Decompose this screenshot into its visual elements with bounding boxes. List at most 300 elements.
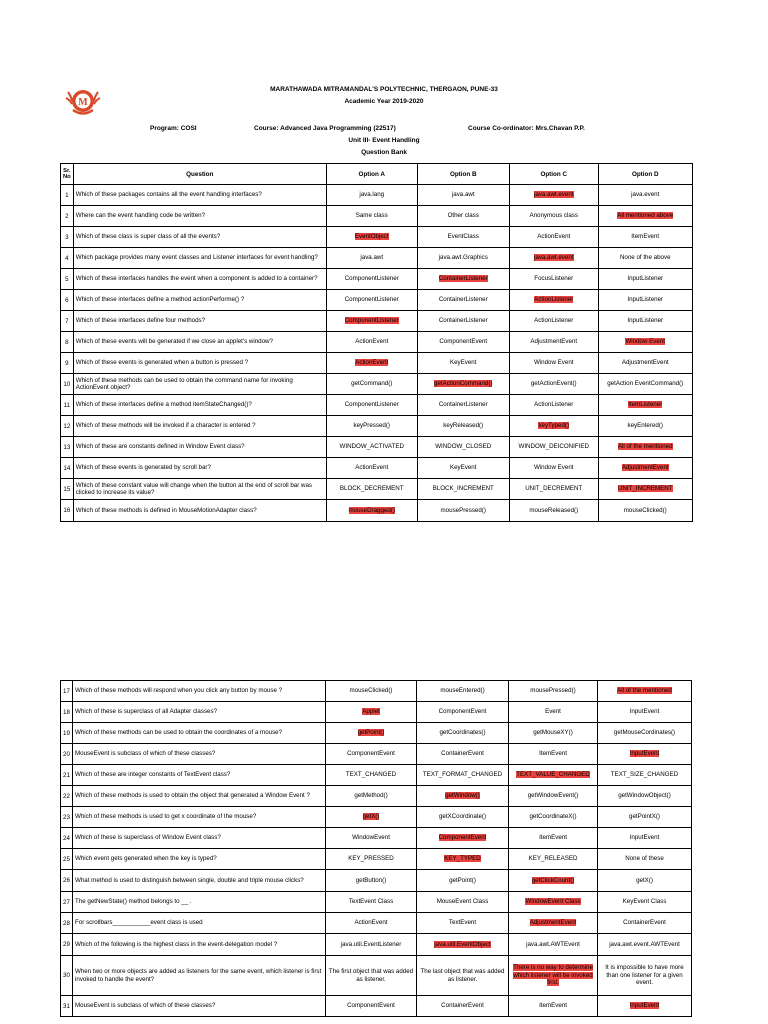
question-text: Which of these constant value will change when the button at the end of scroll bar was clicked to increase its value?: [75, 481, 313, 496]
option-c: Window Event: [533, 464, 574, 472]
question-number: 27: [63, 898, 70, 906]
col-header-question: Question: [73, 164, 326, 185]
question-number-cell: [61, 290, 74, 311]
question-number: 18: [63, 708, 70, 716]
question-number: 19: [63, 729, 70, 737]
question-text-cell: [73, 913, 326, 934]
col-header-option-d: Option D: [598, 164, 692, 185]
option-b-cell: [417, 374, 509, 395]
question-number-cell: [61, 828, 73, 849]
question-text: Which event gets generated when the key is typed?: [75, 855, 217, 863]
option-a-cell: [326, 786, 417, 807]
question-text-cell: [73, 786, 326, 807]
option-b-cell: [417, 479, 509, 500]
option-d-correct-answer: ItemListener: [628, 401, 663, 409]
option-a: ComponentListener: [344, 401, 399, 409]
question-text: Which of these is superclass of all Adapter classes?: [75, 708, 218, 716]
option-d-cell: [598, 437, 692, 458]
question-row: [61, 996, 692, 1017]
program-label: Program: COSI: [150, 125, 197, 132]
option-d: InputEvent: [629, 834, 660, 842]
option-a: Same class: [355, 212, 388, 220]
question-number: 7: [65, 317, 69, 325]
option-a-cell: [326, 269, 417, 290]
option-a: ComponentEvent: [347, 1002, 395, 1010]
question-text-cell: [73, 437, 326, 458]
question-table-page1: [60, 163, 693, 522]
option-b-cell: [417, 395, 509, 416]
option-a-cell: [326, 290, 417, 311]
question-number-cell: [61, 702, 73, 723]
option-c-cell: [509, 374, 598, 395]
option-a-cell: [326, 828, 417, 849]
option-d: java.awt.event.AWTEvent: [609, 940, 680, 948]
question-text: Which of these interfaces define a method actionPerforme() ?: [75, 296, 245, 304]
option-c: ActionListener: [534, 401, 574, 409]
option-c-cell: [509, 786, 598, 807]
question-text-cell: [73, 807, 326, 828]
option-a: TEXT_CHANGED: [345, 771, 397, 779]
option-c: ActionEvent: [537, 233, 571, 241]
option-d-correct-answer: AdjustmentEvent: [621, 464, 669, 472]
option-a: java.util.EventListener: [340, 940, 402, 948]
option-a: WindowEvent: [352, 834, 390, 842]
col-header-option-c: Option C: [509, 164, 598, 185]
option-d-cell: [598, 702, 692, 723]
option-a: The first object that was added as listener.: [328, 968, 414, 983]
option-c-cell: [509, 248, 598, 269]
option-b-cell: [417, 786, 509, 807]
question-number: 3: [65, 233, 69, 241]
option-b-cell: [417, 723, 509, 744]
question-number: 2: [65, 212, 69, 220]
option-c-cell: [509, 702, 598, 723]
question-text: Which of these events is generated when a button is pressed ?: [75, 359, 249, 367]
option-c: Anonymous class: [529, 212, 578, 220]
question-number: 9: [65, 359, 69, 367]
question-text-cell: [73, 185, 326, 206]
option-a: getCommand(): [351, 380, 393, 388]
option-b: java.awt: [451, 191, 475, 199]
option-c-cell: [509, 870, 598, 892]
academic-year: Academic Year 2019-2020: [344, 98, 424, 105]
option-b: The last object that was added as listener.: [420, 968, 505, 983]
option-b-cell: [417, 934, 509, 956]
question-text: Which of these methods is used to get x coordinate of the mouse?: [75, 813, 257, 821]
option-a-cell: [326, 892, 417, 913]
option-c: ItemEvent: [539, 834, 567, 842]
option-b-correct-answer: java.util.EventObject: [434, 940, 491, 948]
option-a: ComponentListener: [344, 296, 399, 304]
option-b-cell: [417, 828, 509, 849]
option-b: ContainerListener: [438, 296, 488, 304]
option-d-cell: [598, 500, 692, 522]
question-row: [61, 934, 692, 956]
question-number-cell: [61, 248, 74, 269]
option-b-cell: [417, 458, 509, 479]
option-b: EventClass: [447, 233, 479, 241]
option-a-cell: [326, 458, 417, 479]
option-b: KeyEvent: [449, 464, 477, 472]
option-d-cell: [598, 913, 692, 934]
option-b-cell: [417, 681, 509, 702]
question-number-cell: [61, 479, 74, 500]
option-c-cell: [509, 479, 598, 500]
option-d-correct-answer: InputEvent: [629, 750, 660, 758]
option-a-correct-answer: ActionEvent: [355, 359, 389, 367]
question-row: [61, 913, 692, 934]
option-b: BLOCK_INCREMENT: [432, 485, 494, 493]
option-b: ContainerListener: [438, 317, 488, 325]
option-c-cell: [509, 956, 598, 996]
question-number: 22: [63, 792, 70, 800]
question-row: [61, 311, 693, 332]
option-b-cell: [417, 913, 509, 934]
question-row: [61, 227, 693, 248]
col-header-option-a: Option A: [326, 164, 417, 185]
option-b-cell: [417, 956, 509, 996]
option-b: getXCoordinate(): [438, 813, 487, 821]
question-number: 29: [63, 941, 70, 948]
option-b: TEXT_FORMAT_CHANGED: [422, 771, 503, 779]
option-d-cell: [598, 479, 692, 500]
question-text-cell: [73, 828, 326, 849]
option-c: getWindowEvent(): [527, 792, 579, 800]
question-number: 5: [65, 275, 69, 283]
question-text: Which of these methods is used to obtain the object that generated a Window Event ?: [75, 792, 310, 800]
option-d-cell: [598, 744, 692, 765]
question-number-cell: [61, 500, 74, 522]
option-a-cell: [326, 744, 417, 765]
question-number-cell: [61, 996, 73, 1017]
option-c: ItemEvent: [539, 1002, 567, 1010]
option-d-cell: [598, 353, 692, 374]
question-number: 14: [63, 464, 71, 472]
question-text-cell: [73, 311, 326, 332]
option-a-correct-answer: EventObject: [354, 233, 389, 241]
question-row: [61, 395, 693, 416]
question-text: The getNewState() method belongs to __ .: [75, 898, 192, 906]
option-b-cell: [417, 744, 509, 765]
option-a-cell: [326, 956, 417, 996]
question-number-cell: [61, 723, 73, 744]
option-b-cell: [417, 416, 509, 437]
option-a-cell: [326, 311, 417, 332]
question-text-cell: [73, 206, 326, 227]
option-d-correct-answer: InputEvent: [629, 1002, 660, 1010]
option-a: ActionEvent: [355, 338, 389, 346]
option-b-cell: [417, 892, 509, 913]
option-c-correct-answer: getClickCount(): [531, 876, 575, 884]
option-c-cell: [509, 332, 598, 353]
option-d-cell: [598, 311, 692, 332]
option-c: Window Event: [533, 359, 574, 367]
question-row: [61, 500, 693, 522]
option-a: WINDOW_ACTIVATED: [339, 443, 404, 451]
option-b: mouseEntered(): [440, 687, 485, 695]
option-c: WINDOW_DEICONIFIED: [518, 443, 589, 451]
question-row: [61, 807, 692, 828]
option-d: getPointX(): [629, 813, 660, 821]
option-a-cell: [326, 395, 417, 416]
question-row: [61, 248, 693, 269]
question-text-cell: [73, 956, 326, 996]
option-d: KeyEvent Class: [622, 898, 667, 906]
option-d-cell: [598, 849, 692, 870]
option-b-cell: [417, 702, 509, 723]
option-a-correct-answer: getX(): [362, 813, 380, 821]
option-d-cell: [598, 681, 692, 702]
option-a-cell: [326, 934, 417, 956]
option-a-cell: [326, 206, 417, 227]
question-number: 16: [63, 507, 71, 514]
question-number-cell: [61, 681, 73, 702]
option-b-cell: [417, 849, 509, 870]
question-row: [61, 765, 692, 786]
question-text: Which of these methods will respond when you click any button by mouse ?: [75, 687, 283, 695]
question-text-cell: [73, 248, 326, 269]
option-b: Other class: [447, 212, 479, 220]
option-a-correct-answer: getPoint(): [357, 729, 385, 737]
question-number-cell: [61, 353, 74, 374]
option-c-cell: [509, 458, 598, 479]
option-d-cell: [598, 870, 692, 892]
question-number: 11: [63, 401, 71, 409]
question-text-cell: [73, 332, 326, 353]
question-row: [61, 681, 692, 702]
question-row: [61, 269, 693, 290]
question-text-cell: [73, 744, 326, 765]
question-text: Which of these interfaces define four methods?: [75, 317, 206, 325]
question-text-cell: [73, 353, 326, 374]
option-b: MouseEvent Class: [436, 898, 489, 906]
option-b-cell: [417, 332, 509, 353]
option-b-cell: [417, 206, 509, 227]
option-a: KEY_PRESSED: [348, 855, 394, 863]
question-row: [61, 870, 692, 892]
option-d-correct-answer: All of the mentioned: [617, 687, 672, 695]
option-a: java.lang: [359, 191, 385, 199]
option-d: getX(): [636, 876, 653, 884]
question-text-cell: [73, 723, 326, 744]
option-d-cell: [598, 248, 692, 269]
option-d-cell: [598, 723, 692, 744]
question-number: 10: [63, 380, 71, 388]
question-text: For scrollbars___________event class is used: [75, 919, 203, 927]
question-row: [61, 892, 692, 913]
question-text: Which of these packages contains all the event handling interfaces?: [75, 191, 262, 199]
question-text-cell: [73, 290, 326, 311]
question-text-cell: [73, 681, 326, 702]
option-b: ComponentEvent: [439, 338, 488, 346]
option-a: mouseClicked(): [349, 687, 393, 695]
question-row: [61, 828, 692, 849]
question-row: [61, 956, 692, 996]
option-b-correct-answer: getWindow(): [445, 792, 480, 800]
question-row: [61, 374, 693, 395]
question-text: Which of these are constants defined in Window Event class?: [75, 443, 245, 451]
question-number-cell: [61, 185, 74, 206]
option-b: getCoordinates(): [439, 729, 486, 737]
option-c-cell: [509, 807, 598, 828]
question-text: Which of the following is the highest class in the event-delegation model ?: [75, 940, 278, 948]
option-d: ItemEvent: [631, 233, 660, 241]
question-text-cell: [73, 479, 326, 500]
col-header-no: Sr. No: [61, 164, 74, 185]
option-b-correct-answer: ComponentEvent: [438, 834, 487, 842]
question-text: Which of these methods can be used to obtain the coordinates of a mouse?: [75, 729, 283, 737]
option-a-cell: [326, 248, 417, 269]
question-bank-title: Question Bank: [361, 149, 407, 156]
option-d-cell: [598, 416, 692, 437]
option-c: Event: [545, 708, 561, 716]
option-a-cell: [326, 479, 417, 500]
option-c-cell: [509, 681, 598, 702]
option-b-cell: [417, 248, 509, 269]
option-d: TEXT_SIZE_CHANGED: [610, 771, 679, 779]
option-b-cell: [417, 185, 509, 206]
option-b-cell: [417, 353, 509, 374]
option-d: getAction EventCommand(): [607, 380, 684, 388]
question-text: Which of these events is generated by scroll bar?: [75, 464, 211, 472]
option-c-cell: [509, 353, 598, 374]
question-row: [61, 353, 693, 374]
option-a: ActionEvent: [354, 919, 388, 927]
question-number: 8: [65, 338, 69, 346]
option-d: ContainerEvent: [623, 919, 666, 927]
question-text-cell: [73, 500, 326, 522]
option-c: ActionListener: [534, 317, 574, 325]
option-c: getCoordinateX(): [529, 813, 577, 821]
question-number-cell: [61, 332, 74, 353]
option-c-correct-answer: keyTyped(): [538, 422, 570, 430]
question-number-cell: [61, 395, 74, 416]
option-c-cell: [509, 723, 598, 744]
question-row: [61, 458, 693, 479]
question-text-cell: [73, 892, 326, 913]
option-b: getPoint(): [449, 876, 476, 884]
question-text-cell: [73, 702, 326, 723]
question-text: Which of these are integer constants of TextEvent class?: [75, 771, 231, 779]
question-row: [61, 849, 692, 870]
option-b-cell: [417, 870, 509, 892]
option-b: ContainerEvent: [441, 750, 484, 758]
option-d-cell: [598, 206, 692, 227]
question-number-cell: [61, 892, 73, 913]
option-a-cell: [326, 702, 417, 723]
option-a: BLOCK_DECREMENT: [339, 485, 404, 493]
option-d: java.event: [631, 191, 660, 199]
question-number-cell: [61, 374, 74, 395]
question-number: 12: [63, 422, 71, 430]
option-a: keyPressed(): [353, 422, 390, 430]
question-number-cell: [61, 870, 73, 892]
question-text-cell: [73, 458, 326, 479]
question-number-cell: [61, 786, 73, 807]
option-b: mousePressed(): [440, 506, 486, 514]
option-c-cell: [509, 269, 598, 290]
option-b: WINDOW_CLOSED: [435, 443, 492, 451]
question-number-cell: [61, 269, 74, 290]
option-a-correct-answer: ComponentListener: [344, 317, 399, 325]
question-text-cell: [73, 765, 326, 786]
option-c-cell: [509, 185, 598, 206]
option-b: TextEvent: [448, 919, 477, 927]
question-table-page2: [60, 680, 692, 1017]
question-row: [61, 479, 693, 500]
option-c-cell: [509, 934, 598, 956]
question-text-cell: [73, 416, 326, 437]
option-c: mousePressed(): [530, 687, 576, 695]
option-d: None of these: [625, 855, 664, 863]
option-c-cell: [509, 765, 598, 786]
option-d: InputListener: [627, 317, 664, 325]
option-b: ContainerListener: [438, 401, 488, 409]
option-d: InputListener: [627, 296, 664, 304]
question-text: Where can the event handling code be written?: [75, 212, 206, 220]
option-d: mouseClicked(): [623, 506, 667, 514]
question-number: 30: [63, 972, 70, 979]
option-b: KeyEvent: [449, 359, 477, 367]
question-text: Which of these methods is defined in MouseMotionAdapter class?: [75, 506, 257, 514]
question-row: [61, 437, 693, 458]
question-number: 24: [63, 834, 70, 842]
option-d: AdjustmentEvent: [621, 359, 669, 367]
question-number-cell: [61, 227, 74, 248]
option-b-correct-answer: KEY_TYPED: [444, 855, 481, 863]
question-text: Which of these is superclass of Window Event class?: [75, 834, 221, 842]
question-number-cell: [61, 956, 73, 996]
question-row: [61, 744, 692, 765]
question-row: [61, 185, 693, 206]
question-text: Which of these methods can be used to obtain the command name for invoking ActionEvent object?: [75, 376, 293, 391]
option-d-correct-answer: UNIT_INCREMENT: [617, 485, 673, 493]
option-b-cell: [417, 765, 509, 786]
option-c-cell: [509, 395, 598, 416]
option-d: getWindowObject(): [618, 792, 671, 800]
question-number: 4: [65, 254, 69, 262]
question-number-cell: [61, 913, 73, 934]
option-d-cell: [598, 828, 692, 849]
option-a-cell: [326, 807, 417, 828]
option-d-cell: [598, 786, 692, 807]
option-c: FocusListener: [534, 275, 574, 283]
question-number: 28: [63, 919, 70, 927]
option-c-correct-answer: ActionListener: [534, 296, 574, 304]
question-text: When two or more objects are added as listeners for the same event, which listener is first invoked to handle the event?: [75, 968, 322, 983]
option-b: ComponentEvent: [438, 708, 487, 716]
question-text: Which package provides many event classes and Listener interfaces for event handling?: [75, 254, 318, 262]
option-a-cell: [326, 437, 417, 458]
question-number: 20: [63, 750, 70, 758]
question-number-cell: [61, 437, 74, 458]
question-number: 31: [63, 1002, 70, 1010]
question-text: What method is used to distinguish between single, double and triple mouse clicks?: [75, 876, 304, 884]
option-a-cell: [326, 500, 417, 522]
option-c-correct-answer: WindowEvent Class: [525, 898, 581, 906]
option-d: InputListener: [627, 275, 664, 283]
option-c: getMouseXY(): [533, 729, 573, 737]
question-number-cell: [61, 744, 73, 765]
option-d-correct-answer: All mentioned above: [617, 212, 674, 220]
option-b: ContainerEvent: [441, 1002, 484, 1010]
question-text: Which of these class is super class of all the events?: [75, 233, 221, 241]
question-number: 13: [63, 443, 71, 451]
option-a-cell: [326, 332, 417, 353]
option-d: InputEvent: [629, 708, 660, 716]
question-text: Which of these methods will be invoked if a character is entered ?: [75, 422, 256, 430]
question-number-cell: [61, 311, 74, 332]
